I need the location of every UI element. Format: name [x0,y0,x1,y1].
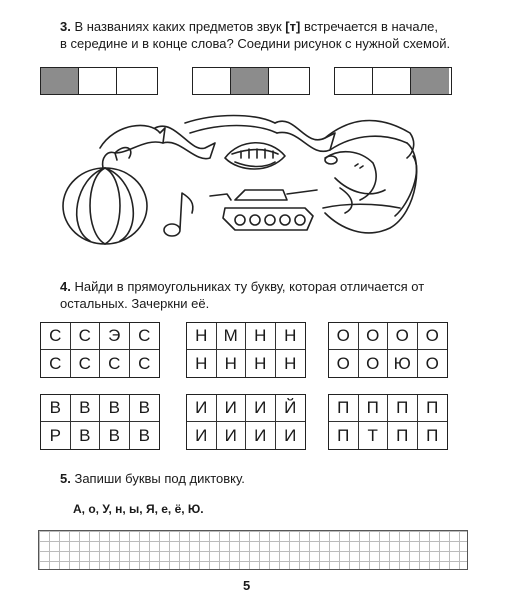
scheme-cell [373,68,411,94]
letter-cell[interactable]: О [418,323,448,350]
letter-cell[interactable]: О [425,353,439,373]
letter-grid-2[interactable] [186,322,306,378]
letter-cell[interactable]: С [138,353,151,373]
letter-cell[interactable]: О [388,323,418,350]
letter-grid-3[interactable] [328,322,448,378]
scheme-cell [193,68,231,94]
letter-cell[interactable]: И [284,425,297,445]
task3-line1-end: встречается в начале, [300,19,439,34]
letter-cell[interactable]: Н [246,323,276,350]
letter-cell[interactable]: П [329,395,359,422]
letter-cell[interactable]: Н [187,323,217,350]
scheme-cell [79,68,117,94]
scheme-cell [41,68,79,94]
task3-line1-start: В названиях каких предметов звук [74,19,286,34]
letter-cell[interactable]: С [41,323,71,350]
task3-illustration [55,108,455,253]
letter-cell[interactable]: Н [276,323,306,350]
letter-cell[interactable]: П [388,422,418,449]
letter-cell[interactable]: И [217,395,247,422]
letter-cell[interactable]: Р [41,422,71,449]
letter-cell[interactable]: Т [359,422,389,449]
letter-cell[interactable]: П [418,395,448,422]
scheme-cell [335,68,373,94]
letter-cell[interactable]: И [187,395,217,422]
letter-cell[interactable]: В [41,395,71,422]
task5-line: Запиши буквы под диктовку. [74,471,245,486]
letter-grid-6[interactable] [328,394,448,450]
mole-icon [323,152,400,213]
scheme-start[interactable] [40,67,158,95]
copybook-grid[interactable] [38,530,468,570]
scheme-middle[interactable] [192,67,310,95]
letter-cell[interactable]: В [130,395,160,422]
letter-cell[interactable]: И [187,422,217,449]
music-note-icon [164,193,193,236]
letter-cell[interactable]: Ю [388,350,418,377]
letter-cell[interactable]: П [329,422,359,449]
letter-cell[interactable]: С [41,350,71,377]
scheme-cell [117,68,155,94]
letter-cell[interactable]: С [100,350,130,377]
letter-cell[interactable]: Н [187,350,217,377]
scheme-cell [411,68,449,94]
letter-cell[interactable]: В [138,425,150,445]
letter-cell[interactable]: В [71,395,101,422]
task3-line2: в середине и в конце слова? Соедини рисунок с нужной схемой. [60,36,451,51]
page-number: 5 [243,578,251,593]
letter-grid-1[interactable] [40,322,160,378]
letter-cell[interactable]: С [71,350,101,377]
letter-cell[interactable]: Й [276,395,306,422]
letter-cell[interactable]: В [71,422,101,449]
tank-icon [210,190,317,230]
letter-cell[interactable]: С [71,323,101,350]
mouth-icon [225,143,285,169]
letter-cell[interactable]: М [217,323,247,350]
letter-cell[interactable]: Э [100,323,130,350]
letter-cell[interactable]: И [246,395,276,422]
letter-cell[interactable]: Н [246,350,276,377]
letter-cell[interactable]: В [100,395,130,422]
dictation-letters: А, о, У, н, ы, Я, е, ё, Ю. [73,502,204,516]
letter-cell[interactable]: О [329,350,359,377]
sound-label: [т] [285,19,301,34]
task5-number: 5. [60,471,71,486]
letter-cell[interactable]: О [329,323,359,350]
letter-cell[interactable]: С [130,323,160,350]
task5-text [60,470,245,487]
scheme-cell [231,68,269,94]
letter-grid-4[interactable] [40,394,160,450]
scheme-cell [269,68,307,94]
letter-cell[interactable]: О [359,323,389,350]
letter-cell[interactable]: Н [217,350,247,377]
pumpkin-icon [63,148,147,244]
letter-grid-5[interactable] [186,394,306,450]
letter-cell[interactable]: П [388,395,418,422]
task4-number: 4. [60,279,71,294]
letter-cell[interactable]: И [246,422,276,449]
ribbon-icon [100,125,165,153]
letter-cell[interactable]: П [426,425,439,445]
scheme-end[interactable] [334,67,452,95]
letter-cell[interactable]: В [100,422,130,449]
task4-text [60,278,480,312]
task3-number: 3. [60,19,71,34]
letter-cell[interactable]: О [359,350,389,377]
letter-cell[interactable]: П [359,395,389,422]
task4-line2: остальных. Зачеркни её. [60,296,210,311]
letter-cell[interactable]: Н [284,353,297,373]
letter-cell[interactable]: И [217,422,247,449]
task4-line1: Найди в прямоугольниках ту букву, которая отличается от [74,279,425,294]
task3-text [60,18,480,52]
